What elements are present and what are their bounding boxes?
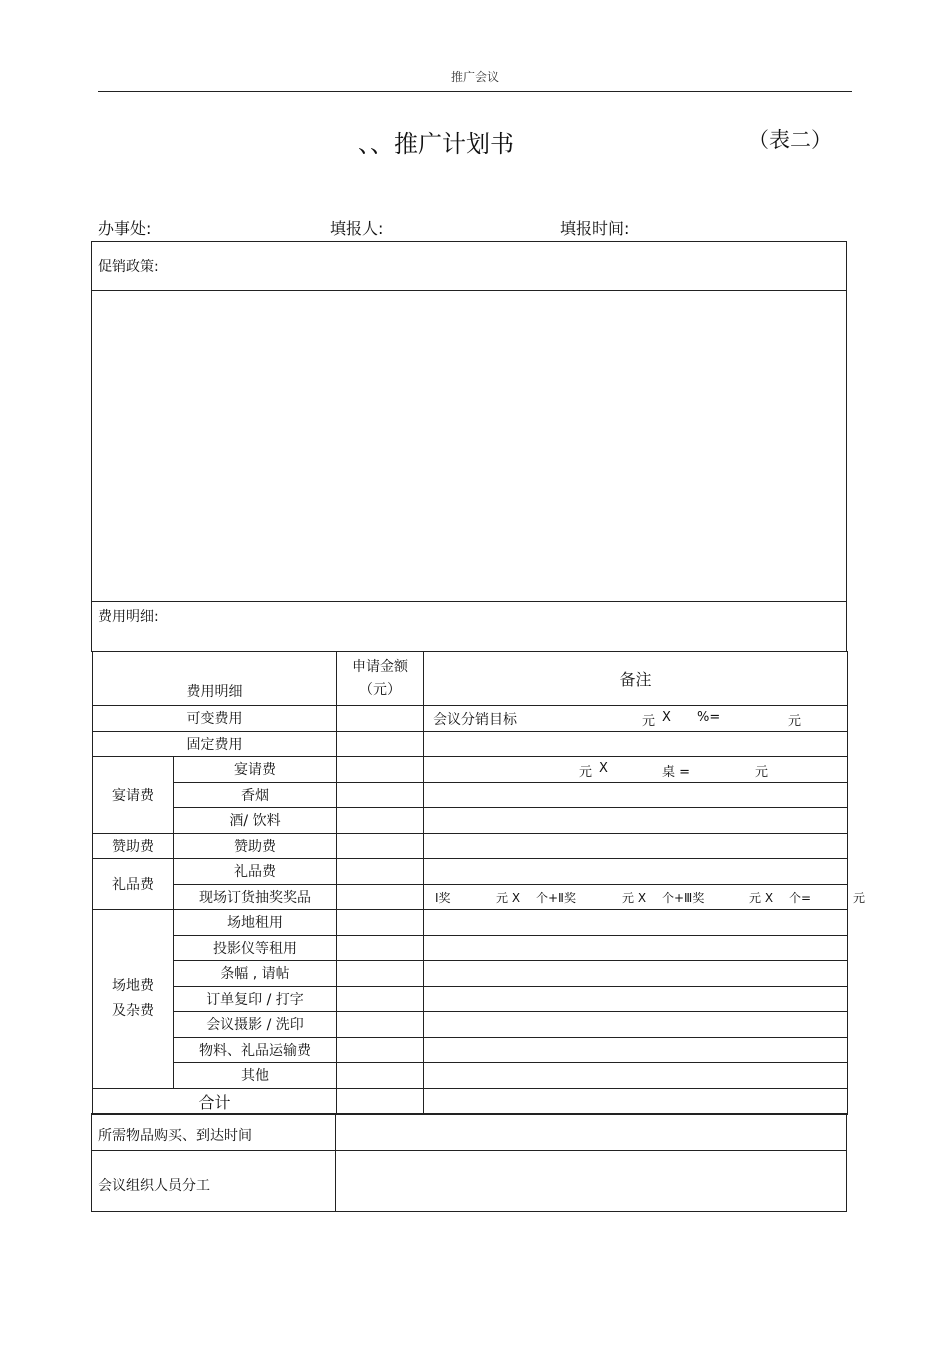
table-row: [93, 782, 848, 808]
note-cell[interactable]: [424, 782, 848, 808]
table-row: [93, 1063, 848, 1089]
col-amount-header: 申请金额 （元）: [337, 652, 424, 706]
amount-cell[interactable]: [337, 910, 424, 936]
row-label: 宴请费: [174, 757, 337, 783]
note-cell[interactable]: [424, 1037, 848, 1063]
table-row: [93, 859, 848, 885]
fee-divider: [91, 601, 847, 602]
note-cell[interactable]: [424, 859, 848, 885]
policy-input-area[interactable]: [92, 291, 846, 600]
table-row: [93, 961, 848, 987]
filler-label: 填报人:: [330, 219, 384, 238]
note-cell[interactable]: [424, 986, 848, 1012]
note-cell[interactable]: [424, 808, 848, 834]
row-label: 投影仪等租用: [174, 935, 337, 961]
amount-cell[interactable]: [337, 1063, 424, 1089]
note-cell[interactable]: [424, 910, 848, 936]
total-note-cell[interactable]: [424, 1088, 848, 1114]
bottom-divider: [91, 1150, 847, 1151]
row-label: 赞助费: [174, 833, 337, 859]
table-row: [93, 833, 848, 859]
fee-detail-label: 费用明细:: [98, 609, 159, 625]
total-amount-cell[interactable]: [337, 1088, 424, 1114]
table-row: [93, 757, 848, 783]
amount-cell[interactable]: [337, 961, 424, 987]
staff-label: 会议组织人员分工: [98, 1178, 210, 1194]
page-title: 、、推广计划书: [358, 130, 514, 158]
table-row: [93, 935, 848, 961]
note-cell[interactable]: [424, 1063, 848, 1089]
note-cell[interactable]: 元 X 桌 = 元: [424, 757, 848, 783]
office-label: 办事处:: [98, 219, 152, 238]
table-row: [93, 808, 848, 834]
table-row: [93, 1012, 848, 1038]
note-cell[interactable]: 会议分销目标 元 X %= 元: [424, 706, 848, 732]
row-label: 香烟: [174, 782, 337, 808]
header-rule: [98, 91, 852, 92]
row-label: 会议摄影 / 洗印: [174, 1012, 337, 1038]
row-label: 其他: [174, 1063, 337, 1089]
amount-cell[interactable]: [337, 1037, 424, 1063]
table-row: [93, 884, 848, 910]
note-cell[interactable]: [424, 731, 848, 757]
form-number: （表二）: [748, 128, 832, 152]
row-label: 礼品费: [174, 859, 337, 885]
running-header: 推广会议: [450, 70, 499, 84]
row-label: 可变费用: [93, 706, 337, 732]
table-row: [93, 1037, 848, 1063]
group-label: 赞助费: [93, 833, 174, 859]
row-label: 酒/ 饮料: [174, 808, 337, 834]
group-label: 礼品费: [93, 859, 174, 910]
lottery-note-cell[interactable]: Ⅰ奖 元 X 个+Ⅱ奖 元 X 个+Ⅲ奖 元 X 个= 元: [424, 884, 848, 910]
amount-cell[interactable]: [337, 706, 424, 732]
note-cell[interactable]: [424, 1012, 848, 1038]
amount-cell[interactable]: [337, 859, 424, 885]
table-row: [93, 706, 848, 732]
amount-cell[interactable]: [337, 808, 424, 834]
bottom-col-divider: [335, 1113, 336, 1212]
row-label: 条幅 , 请帖: [174, 961, 337, 987]
col-note-header: 备注: [424, 652, 848, 706]
note-cell[interactable]: [424, 833, 848, 859]
staff-input[interactable]: [337, 1152, 845, 1210]
row-label: 场地租用: [174, 910, 337, 936]
table-row: [93, 910, 848, 936]
amount-cell[interactable]: [337, 757, 424, 783]
table-row: [93, 986, 848, 1012]
amount-cell[interactable]: [337, 1012, 424, 1038]
total-row: [93, 1088, 848, 1114]
amount-cell[interactable]: [337, 782, 424, 808]
purchase-input[interactable]: [337, 1115, 845, 1149]
group-label: 宴请费: [93, 757, 174, 834]
col-item-header: 费用明细: [93, 652, 337, 706]
amount-cell[interactable]: [337, 833, 424, 859]
amount-cell[interactable]: [337, 935, 424, 961]
amount-cell[interactable]: [337, 731, 424, 757]
row-label: 订单复印 / 打字: [174, 986, 337, 1012]
amount-cell[interactable]: [337, 884, 424, 910]
policy-label: 促销政策:: [98, 259, 159, 275]
purchase-label: 所需物品购买、到达时间: [98, 1128, 252, 1144]
row-label: 物料、礼品运输费: [174, 1037, 337, 1063]
table-row: [93, 731, 848, 757]
table-header-row: [93, 652, 848, 706]
row-label: 现场订货抽奖奖品: [174, 884, 337, 910]
total-label: 合计: [93, 1088, 337, 1114]
note-cell[interactable]: [424, 961, 848, 987]
amount-cell[interactable]: [337, 986, 424, 1012]
fee-table: [92, 651, 866, 1115]
note-cell[interactable]: [424, 935, 848, 961]
date-label: 填报时间:: [560, 219, 630, 238]
row-label: 固定费用: [93, 731, 337, 757]
group-label: 场地费 及杂费: [93, 910, 174, 1089]
